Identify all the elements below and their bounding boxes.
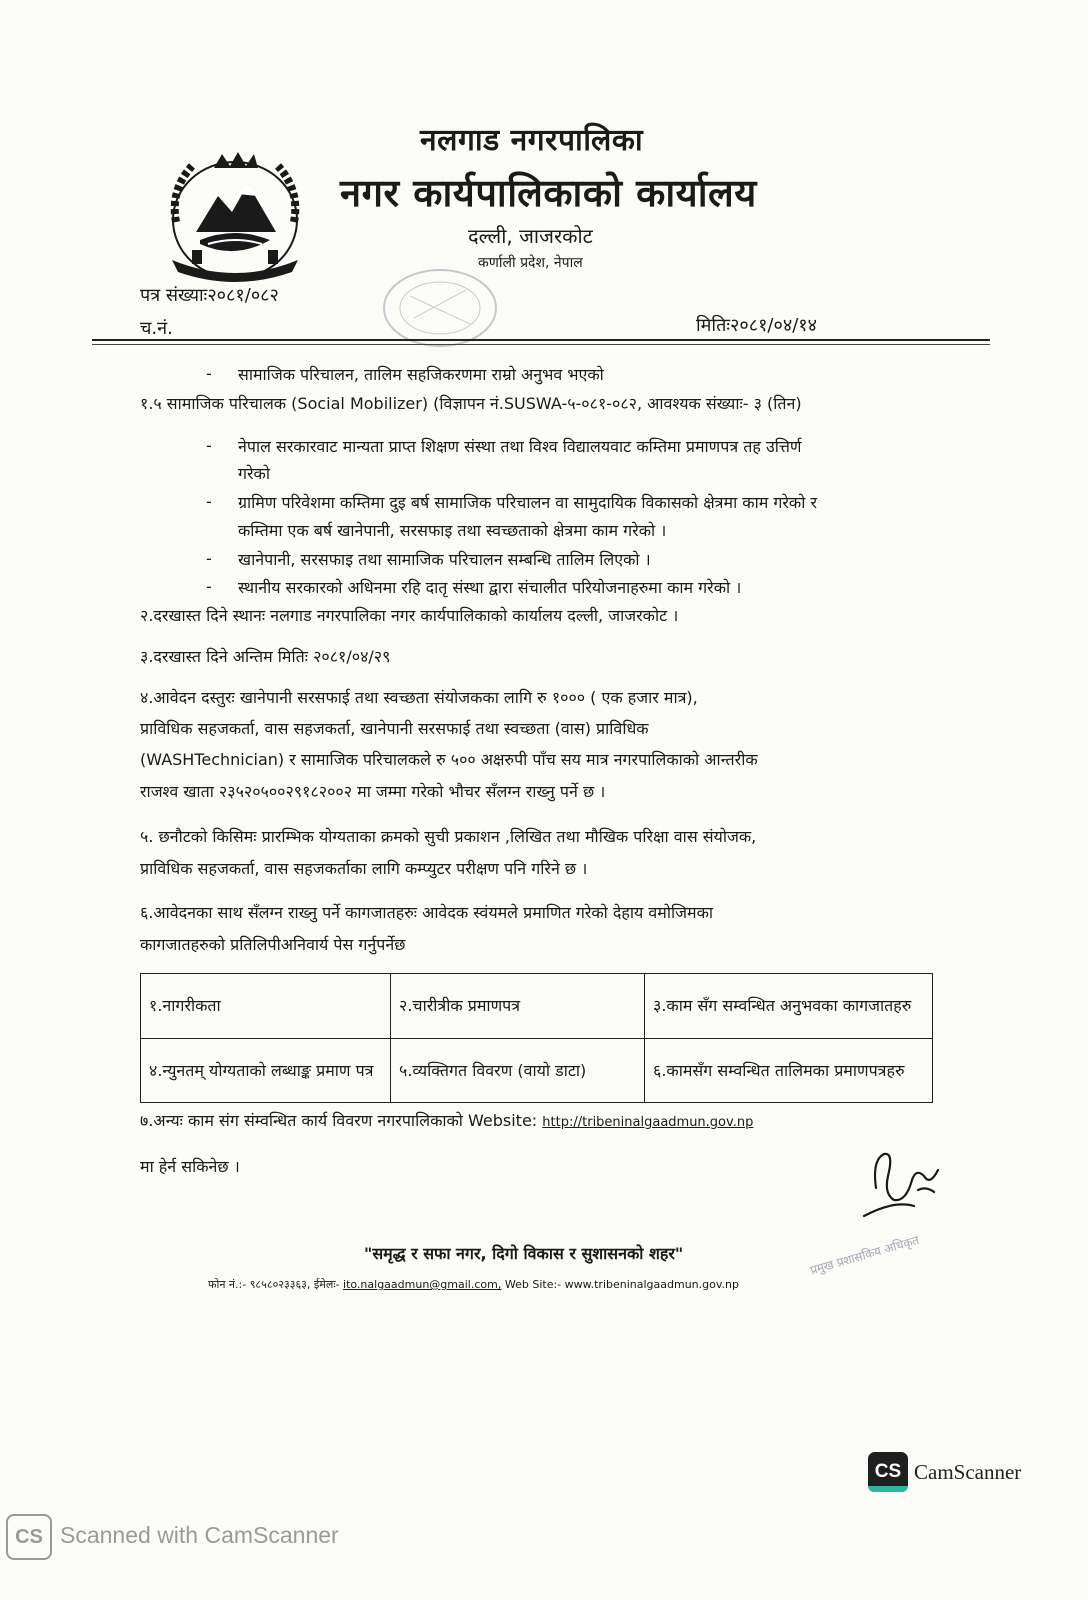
requirement-experience: सामाजिक परिचालन, तालिम सहजिकरणमा राम्रो अनुभव भएको bbox=[238, 365, 604, 384]
table-row bbox=[141, 974, 933, 1039]
officer-stamp: प्रमुख प्रशासकिय अधिकृत bbox=[808, 1232, 921, 1278]
office-province: कर्णाली प्रदेश, नेपाल bbox=[478, 255, 583, 271]
selection-line-1: ५. छनौटको किसिमः प्रारम्भिक योग्यताका क्रमको सुची प्रकाशन ,लिखित तथा मौखिक परिक्षा वास संयोजक, bbox=[140, 827, 757, 846]
email-link[interactable]: ito.nalgaadmun@gmail.com, bbox=[343, 1278, 502, 1291]
reference-number: पत्र संख्याः२०८१/०८२ bbox=[140, 285, 279, 306]
requirement-education-cont: गरेको bbox=[238, 464, 270, 483]
documents-line-1: ६.आवेदनका साथ सँलग्न राख्नु पर्ने कागजातहरुः आवेदक स्वंयमले प्रमाणित गरेको देहाय वमोजिमका bbox=[140, 903, 714, 922]
letter-date: मितिः२०८१/०४/१४ bbox=[696, 315, 817, 336]
requirement-field-experience: ग्रामिण परिवेशमा कम्तिमा दुइ बर्ष सामाजिक परिचालन वा सामुदायिक विकासको क्षेत्रमा काम गरेको र bbox=[238, 493, 817, 512]
requirement-field-experience-cont: कम्तिमा एक बर्ष खानेपानी, सरसफाइ तथा स्वच्छताको क्षेत्रमा काम गरेको । bbox=[238, 521, 667, 540]
bullet-dash: - bbox=[206, 364, 212, 383]
bullet-dash: - bbox=[206, 577, 212, 596]
table-cell: ५.व्यक्तिगत विवरण (वायो डाटा) bbox=[391, 1038, 645, 1103]
contact-line bbox=[208, 1277, 739, 1292]
fee-line-4: राजश्व खाता २३५२०५००२९१८२००२ मा जम्मा गरेको भौचर सँलग्न राख्नु पर्ने छ । bbox=[140, 782, 606, 801]
fee-line-3: (WASHTechnician) र सामाजिक परिचालकले रु ५०० अक्षरुपी पाँच सय मात्र नगरपालिकाको आन्तरीक bbox=[140, 750, 758, 769]
office-address: दल्ली, जाजरकोट bbox=[468, 224, 593, 248]
camscanner-watermark-icon: CS bbox=[6, 1514, 52, 1560]
office-name: नगर कार्यपालिकाको कार्यालय bbox=[340, 171, 757, 215]
position-heading: १.५ सामाजिक परिचालक (Social Mobilizer) (विज्ञापन नं.SUSWA-५-०८१-०८२, आवश्यक संख्याः- ३ (तिन) bbox=[140, 394, 802, 413]
requirement-education: नेपाल सरकारवाट मान्यता प्राप्त शिक्षण संस्था तथा विश्व विद्यालयवाट कम्तिमा प्रमाणपत्र तह उत्तिर्ण bbox=[238, 437, 802, 456]
table-cell: १.नागरीकता bbox=[141, 974, 391, 1039]
camscanner-logo-icon: CS bbox=[868, 1452, 908, 1492]
selection-line-2: प्राविधिक सहजकर्ता, वास सहजकर्ताका लागि कम्प्युटर परीक्षण पनि गरिने छ । bbox=[140, 859, 588, 878]
other-details bbox=[140, 1110, 753, 1134]
dispatch-number: च.नं. bbox=[140, 318, 173, 339]
bullet-dash: - bbox=[206, 436, 212, 455]
phone-number: फोन नं.:- ९८५८०२३३६३, ईमेलः- bbox=[208, 1278, 340, 1291]
other-details-end: मा हेर्न सकिनेछ । bbox=[140, 1157, 240, 1176]
bullet-dash: - bbox=[206, 549, 212, 568]
municipality-name: नलगाड नगरपालिका bbox=[420, 123, 644, 158]
officer-signature bbox=[854, 1140, 954, 1240]
website-link[interactable]: http://tribeninalgaadmun.gov.np bbox=[542, 1115, 754, 1130]
fee-line-2: प्राविधिक सहजकर्ता, वास सहजकर्ता, खानेपानी सरसफाई तथा स्वच्छता (वास) प्राविधिक bbox=[140, 719, 649, 738]
application-deadline: ३.दरखास्त दिने अन्तिम मितिः २०८१/०४/२९ bbox=[140, 647, 391, 666]
requirement-training: खानेपानी, सरसफाइ तथा सामाजिक परिचालन सम्बन्धि तालिम लिएको । bbox=[238, 550, 651, 569]
bullet-dash: - bbox=[206, 492, 212, 511]
municipality-slogan: "समृद्ध र सफा नगर, दिगो विकास र सुशासनको शहर" bbox=[364, 1244, 684, 1263]
table-cell: २.चारीत्रीक प्रमाणपत्र bbox=[391, 974, 645, 1039]
nepal-emblem-icon bbox=[152, 140, 318, 288]
header-divider-thin bbox=[92, 344, 990, 345]
website-text: Web Site:- www.tribeninalgaadmun.gov.np bbox=[504, 1278, 739, 1291]
documents-table bbox=[140, 973, 933, 1103]
fee-line-1: ४.आवेदन दस्तुरः खानेपानी सरसफाई तथा स्वच्छता संयोजकका लागि रु १००० ( एक हजार मात्र), bbox=[140, 688, 698, 707]
header-divider bbox=[92, 339, 990, 341]
camscanner-name: CamScanner bbox=[914, 1460, 1022, 1484]
application-place: २.दरखास्त दिने स्थानः नलगाड नगरपालिका नगर कार्यपालिकाको कार्यालय दल्ली, जाजरकोट । bbox=[140, 606, 679, 625]
table-cell: ४.न्युनतम् योग्यताको लब्धाङ्क प्रमाण पत्र bbox=[141, 1038, 391, 1103]
documents-line-2: कागजातहरुको प्रतिलिपीअनिवार्य पेस गर्नुपर्नेछ bbox=[140, 935, 406, 954]
requirement-local-gov: स्थानीय सरकारको अधिनमा रहि दातृ संस्था द्वारा संचालीत परियोजनाहरुमा काम गरेको । bbox=[238, 578, 742, 597]
table-cell: ३.काम सँग सम्वन्धित अनुभवका कागजातहरु bbox=[645, 974, 933, 1039]
camscanner-watermark-text: Scanned with CamScanner bbox=[60, 1522, 339, 1548]
table-cell: ६.कामसँग सम्वन्धित तालिमका प्रमाणपत्रहरु bbox=[645, 1038, 933, 1103]
table-row bbox=[141, 1038, 933, 1103]
other-details-text: ७.अन्यः काम संग संम्वन्धित कार्य विवरण नगरपालिकाको Website: bbox=[140, 1111, 538, 1130]
